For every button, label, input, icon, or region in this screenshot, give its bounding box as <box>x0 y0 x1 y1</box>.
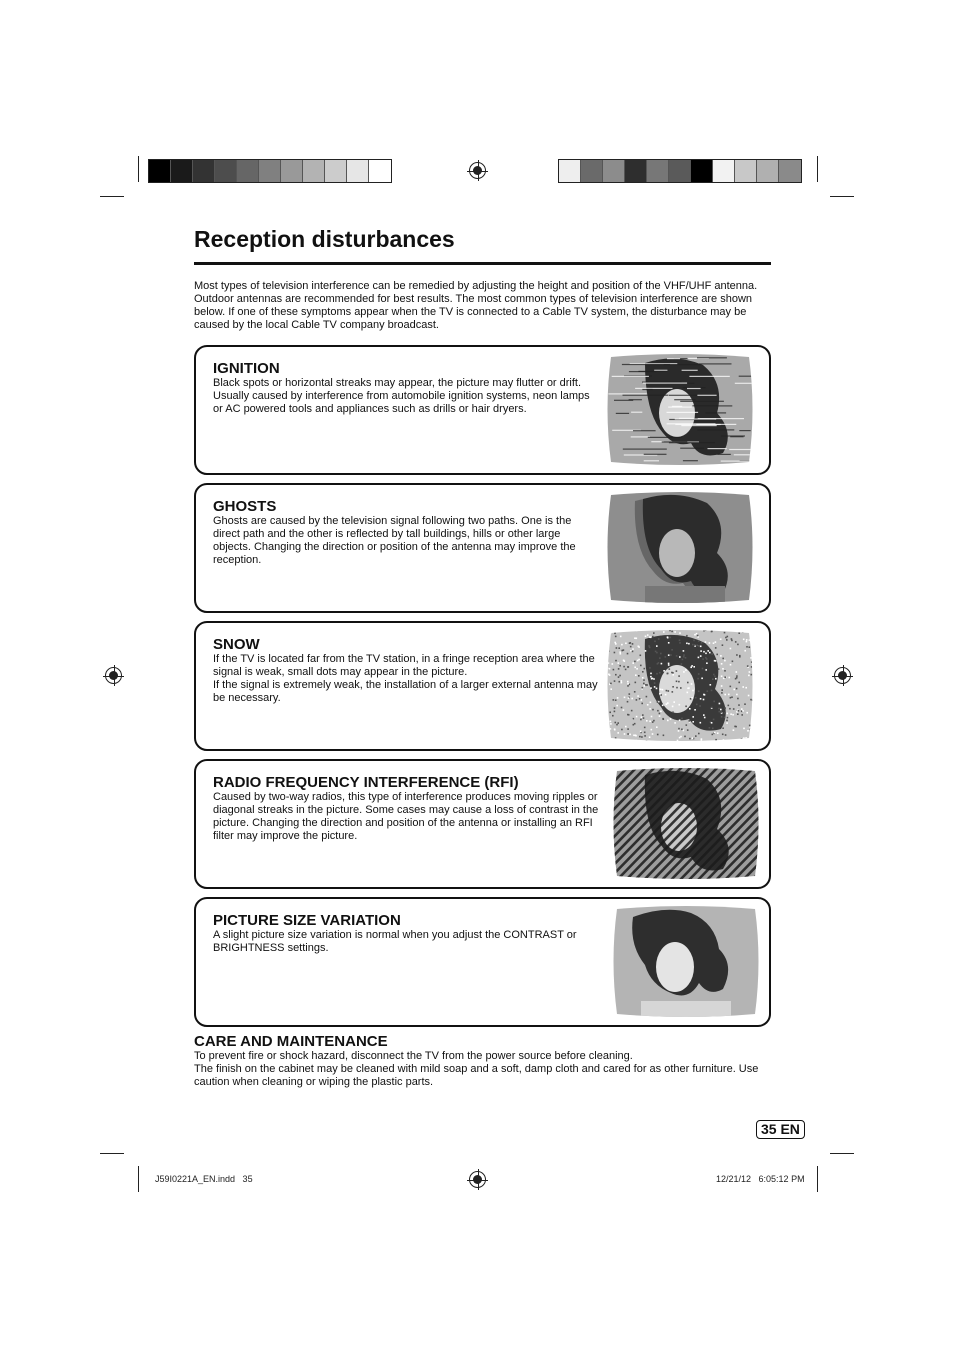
crop-mark <box>817 156 818 182</box>
intro-paragraph: Most types of television interference can be remedied by adjusting the height and position of the VHF/UHF antenna. Outdoor antennas are recommended for best results. The most common types of television interference are shown below. If one of these symptoms appear when the TV is connected to a Cable TV system, the disturbance may be caused by the local Cable TV company broadcast. <box>194 280 758 331</box>
grayscale-swatch <box>303 160 325 182</box>
crop-mark <box>138 156 139 182</box>
grayscale-swatch <box>281 160 303 182</box>
grayscale-swatch <box>647 160 669 182</box>
section-text-line: If the TV is located far from the TV station, in a fringe reception area where the signal is weak, small dots may appear in the picture. <box>213 653 595 678</box>
crop-mark <box>830 196 854 197</box>
grayscale-swatch <box>625 160 647 182</box>
section-heading: IGNITION <box>213 360 280 377</box>
section-text-line: If the signal is extremely weak, the installation of a larger external antenna may be necessary. <box>213 679 598 704</box>
section-text <box>213 653 601 705</box>
tv-image-snow <box>605 629 755 742</box>
section-heading: GHOSTS <box>213 498 277 515</box>
grayscale-swatch <box>215 160 237 182</box>
grayscale-swatch <box>779 160 801 182</box>
section-text: A slight picture size variation is normal when you adjust the CONTRAST or BRIGHTNESS settings. <box>213 929 577 954</box>
tv-image-ghosts <box>605 491 755 604</box>
crop-mark <box>100 196 124 197</box>
care-section <box>194 1033 794 1089</box>
grayscale-swatch <box>559 160 581 182</box>
grayscale-swatch <box>149 160 171 182</box>
section-text: Black spots or horizontal streaks may appear, the picture may flutter or drift. Usually caused by interference from automobile ignition systems, neon lamps or AC powered tools and appliances such as drills or hair dryers. <box>213 377 590 415</box>
registration-mark-icon <box>834 667 851 684</box>
page-title: Reception disturbances <box>194 226 455 252</box>
care-line: To prevent fire or shock hazard, disconnect the TV from the power source before cleaning. <box>194 1050 633 1062</box>
section-heading: PICTURE SIZE VARIATION <box>213 912 401 929</box>
crop-mark <box>138 1166 139 1192</box>
grayscale-swatch <box>325 160 347 182</box>
grayscale-swatch <box>713 160 735 182</box>
tv-image-rfi <box>611 767 761 880</box>
grayscale-swatch <box>237 160 259 182</box>
registration-mark-icon <box>105 667 122 684</box>
section-text: Ghosts are caused by the television signal following two paths. One is the direct path and the other is reflected by tall buildings, hills or other large objects. Changing the direction or position of the antenna may improve the reception. <box>213 515 576 566</box>
crop-mark <box>830 1153 854 1154</box>
grayscale-swatch <box>735 160 757 182</box>
grayscale-swatch <box>669 160 691 182</box>
care-line: The finish on the cabinet may be cleaned with mild soap and a soft, damp cloth and cared for as other furniture. Use caution when cleaning or wiping the plastic parts. <box>194 1063 759 1088</box>
grayscale-swatch <box>691 160 713 182</box>
grayscale-swatch <box>757 160 779 182</box>
crop-mark <box>100 1153 124 1154</box>
section-heading: RADIO FREQUENCY INTERFERENCE (RFI) <box>213 774 519 791</box>
grayscale-swatch <box>347 160 369 182</box>
registration-mark-icon <box>469 1171 486 1188</box>
section-text: Caused by two-way radios, this type of interference produces moving ripples or diagonal streaks in the picture. Some cases may cause a loss of contrast in the picture. Changing the direction and position of the antenna or installing an RFI filter may improve the picture. <box>213 791 599 842</box>
grayscale-swatch <box>369 160 391 182</box>
footer-file-label: J59I0221A_EN.indd 35 <box>155 1174 253 1184</box>
section-heading: SNOW <box>213 636 260 653</box>
tv-image-ignition <box>605 353 755 466</box>
grayscale-swatch <box>259 160 281 182</box>
title-rule <box>194 262 771 265</box>
registration-mark-icon <box>469 162 486 179</box>
page-number-badge: 35 EN <box>756 1120 805 1139</box>
footer-timestamp: 12/21/12 6:05:12 PM <box>716 1174 805 1184</box>
grayscale-swatch <box>171 160 193 182</box>
care-heading: CARE AND MAINTENANCE <box>194 1033 388 1050</box>
grayscale-swatch <box>581 160 603 182</box>
grayscale-bar-left <box>148 159 392 183</box>
crop-mark <box>817 1166 818 1192</box>
tv-image-picture-size <box>611 905 761 1018</box>
grayscale-swatch <box>193 160 215 182</box>
grayscale-bar-right <box>558 159 802 183</box>
grayscale-swatch <box>603 160 625 182</box>
